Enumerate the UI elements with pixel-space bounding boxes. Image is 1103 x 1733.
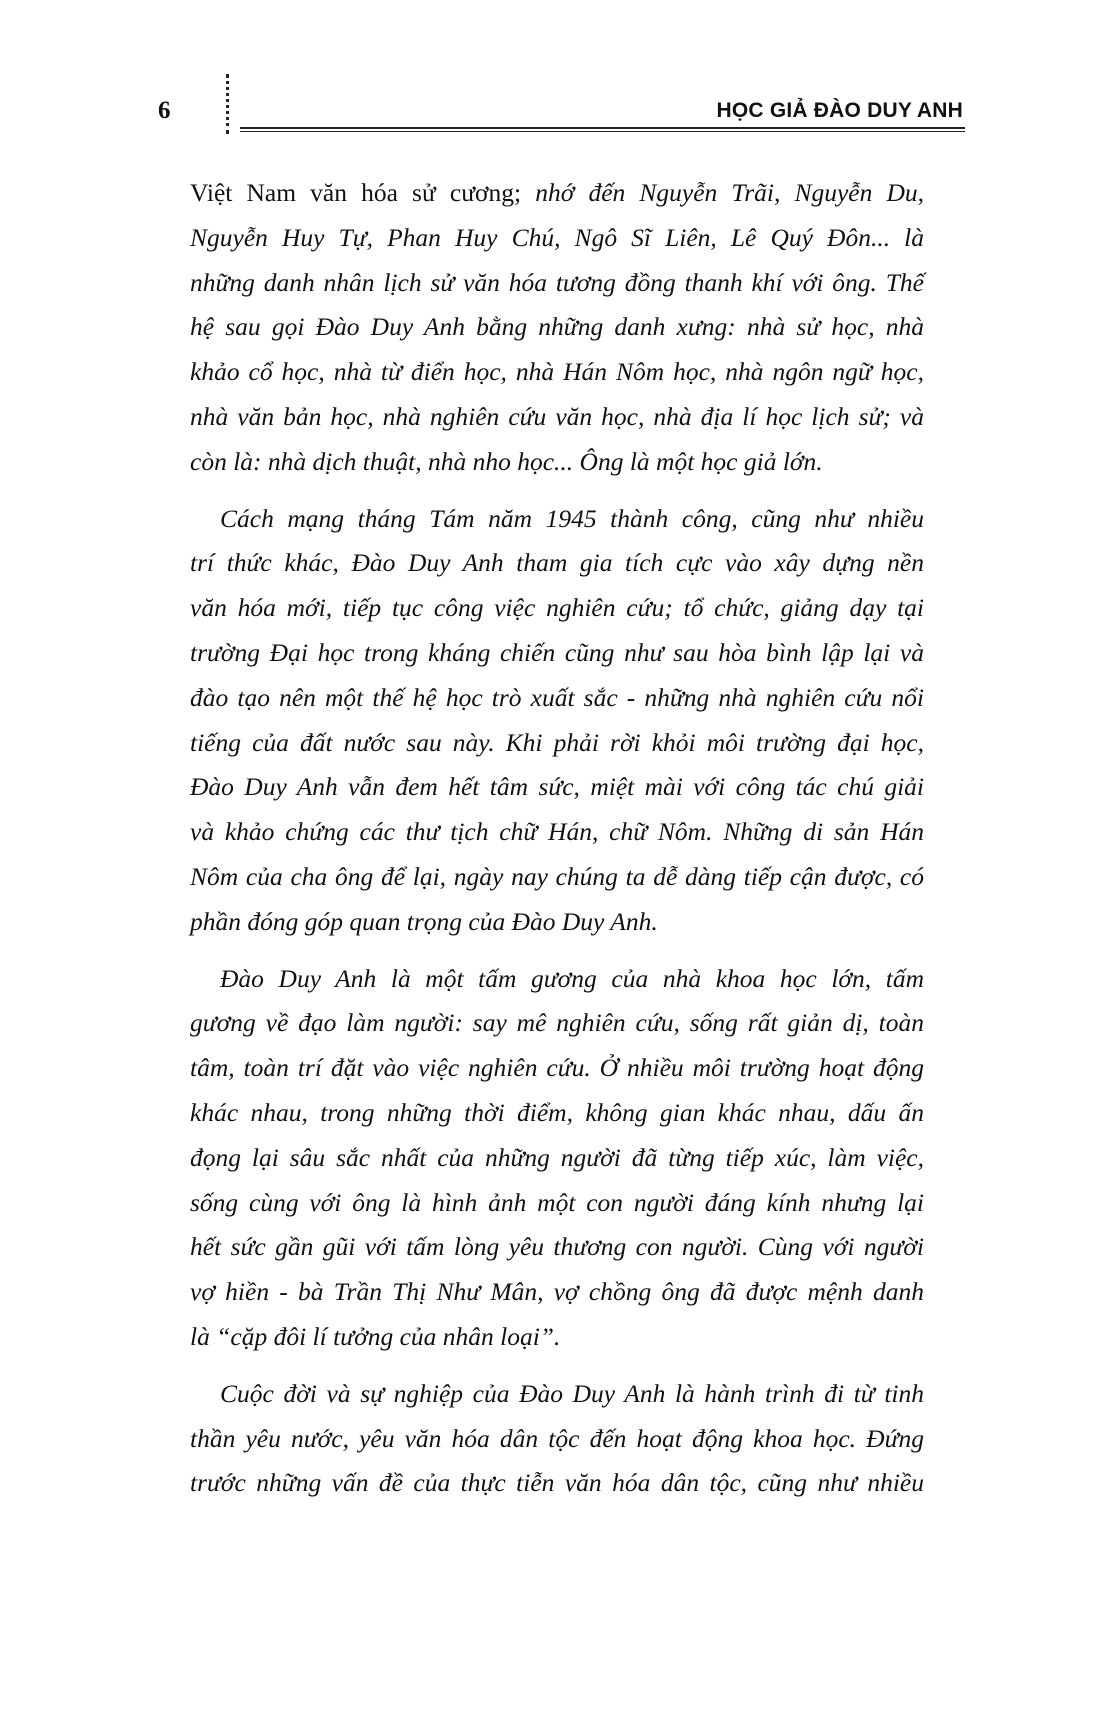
text-line: Nguyễn Huy Tự, Phan Huy Chú, Ngô Sĩ Liên, Lê Quý Đôn... là	[190, 222, 924, 252]
text-line: văn hóa mới, tiếp tục công việc nghiên cứu; tổ chức, giảng dạy tại	[190, 593, 924, 623]
text-line: vợ hiền - bà Trần Thị Như Mân, vợ chồng ông đã được mệnh danh	[190, 1277, 924, 1307]
text-line: sống cùng với ông là hình ảnh một con người đáng kính nhưng lại	[190, 1187, 924, 1217]
text-line: đọng lại sâu sắc nhất của những người đã từng tiếp xúc, làm việc,	[190, 1142, 924, 1172]
text-line: Cách mạng tháng Tám năm 1945 thành công, cũng như nhiều	[220, 503, 924, 533]
header-vertical-divider	[226, 74, 229, 134]
text-line: khảo cổ học, nhà từ điển học, nhà Hán Nôm học, nhà ngôn ngữ học,	[190, 357, 924, 387]
running-title: HỌC GIẢ ĐÀO DUY ANH	[716, 99, 963, 122]
paragraph-1	[190, 171, 924, 485]
text-line: hết sức gần gũi với tấm lòng yêu thương con người. Cùng với người	[190, 1232, 924, 1262]
text-line: đào tạo nên một thế hệ học trò xuất sắc - những nhà nghiên cứu nổi	[190, 682, 924, 712]
text-line: Cuộc đời và sự nghiệp của Đào Duy Anh là hành trình đi từ tinh	[220, 1378, 924, 1408]
text-line: trí thức khác, Đào Duy Anh tham gia tích cực vào xây dựng nền	[190, 548, 924, 578]
page-header	[0, 0, 1103, 140]
text-line: gương về đạo làm người: say mê nghiên cứu, sống rất giản dị, toàn	[190, 1008, 924, 1038]
text-line: những danh nhân lịch sử văn hóa tương đồng thanh khí với ông. Thế	[190, 267, 924, 297]
text-line: tâm, toàn trí đặt vào việc nghiên cứu. Ở nhiều môi trường hoạt động	[190, 1053, 924, 1083]
paragraph-3	[190, 957, 924, 1360]
page-body	[190, 171, 924, 1518]
text-line: và khảo chứng các thư tịch chữ Hán, chữ Nôm. Những di sản Hán	[190, 817, 924, 847]
text-line: còn là: nhà dịch thuật, nhà nho học... Ông là một học giả lớn.	[190, 446, 823, 476]
text-line: hệ sau gọi Đào Duy Anh bằng những danh xưng: nhà sử học, nhà	[190, 312, 924, 342]
text-segment: nhớ đến Nguyễn Trãi, Nguyễn Du,	[521, 178, 924, 207]
text-line: nhà văn bản học, nhà nghiên cứu văn học, nhà địa lí học lịch sử; và	[190, 401, 924, 431]
page-number: 6	[158, 97, 171, 124]
text-line: trường Đại học trong kháng chiến cũng như sau hòa bình lập lại và	[190, 637, 924, 667]
text-line: thần yêu nước, yêu văn hóa dân tộc đến hoạt động khoa học. Đứng	[190, 1423, 924, 1453]
text-line: trước những vấn đề của thực tiễn văn hóa dân tộc, cũng như nhiều	[190, 1468, 924, 1498]
paragraph-2	[190, 497, 924, 945]
text-line: phần đóng góp quan trọng của Đào Duy Anh.	[190, 906, 658, 936]
text-line: tiếng của đất nước sau này. Khi phải rời khỏi môi trường đại học,	[190, 727, 924, 757]
text-line: Đào Duy Anh là một tấm gương của nhà khoa học lớn, tấm	[220, 963, 924, 993]
text-line	[190, 171, 924, 216]
paragraph-4	[190, 1372, 924, 1506]
text-line: Nôm của cha ông để lại, ngày nay chúng ta dễ dàng tiếp cận được, có	[190, 861, 924, 891]
text-line: là “cặp đôi lí tưởng của nhân loại”.	[190, 1321, 561, 1351]
book-title-text: Việt Nam văn hóa sử cương;	[190, 178, 522, 207]
text-line: Đào Duy Anh vẫn đem hết tâm sức, miệt mài với công tác chú giải	[190, 772, 924, 802]
header-double-rule	[240, 127, 965, 132]
text-line: khác nhau, trong những thời điểm, không gian khác nhau, dấu ấn	[190, 1097, 924, 1127]
